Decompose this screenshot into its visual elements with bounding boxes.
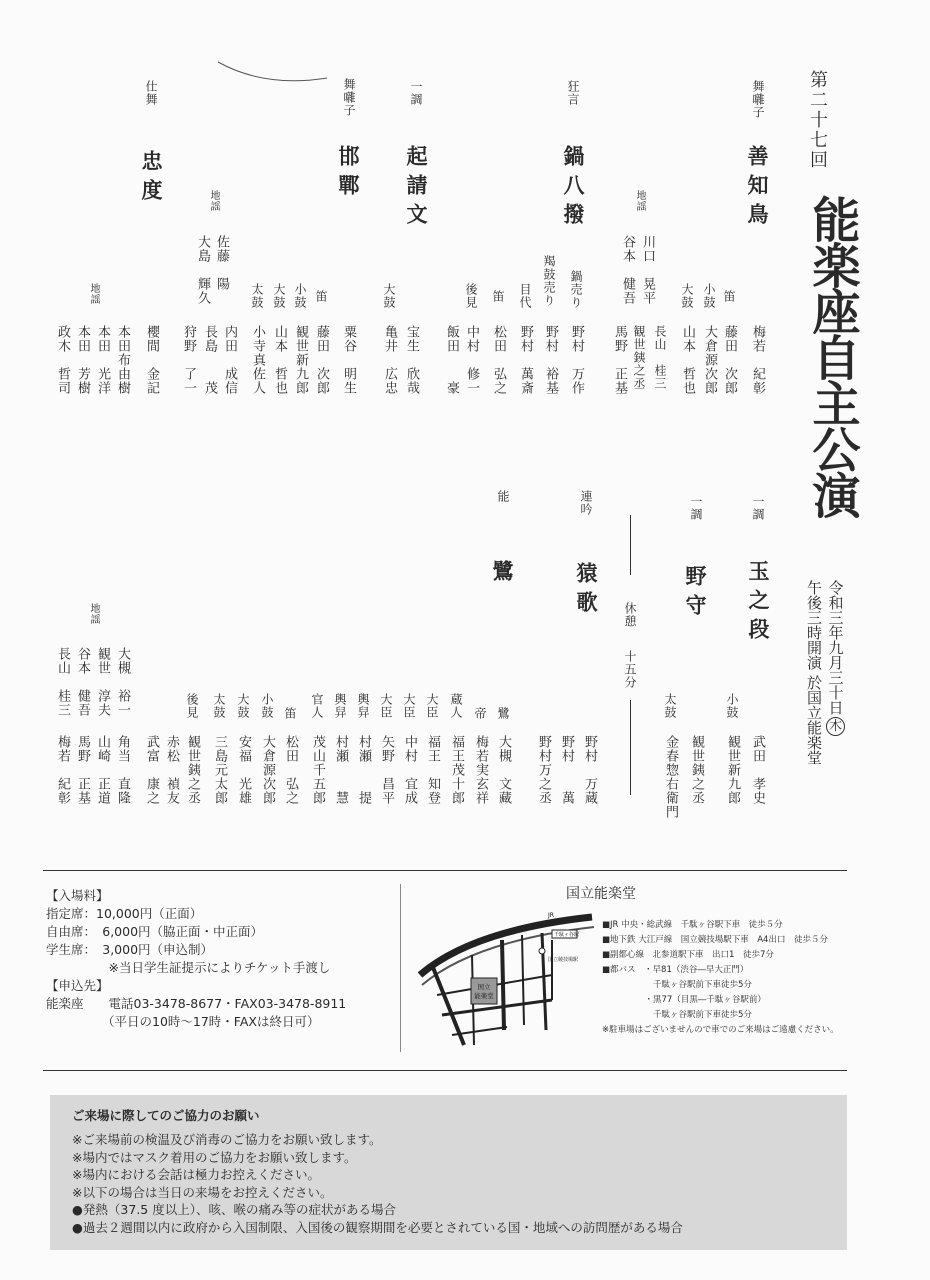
fees-header: 【入場料】 <box>46 888 109 903</box>
access-line: ■地下鉄 大江戸線 国立競技場駅下車 A4出口 徒歩５分 <box>602 935 828 945</box>
cast-name: 山崎 正道 <box>95 735 110 805</box>
cast-name: 大倉源次郎 <box>260 735 275 805</box>
map-jr-label: JR <box>548 912 554 919</box>
cast-name: 矢野 昌平 <box>379 735 394 805</box>
access-info <box>602 918 839 1038</box>
yashima-title: 野守 <box>683 565 708 623</box>
notice-line: ※場内ではマスク着用のご協力をお願い致します。 <box>72 1149 357 1165</box>
nabe-title: 鍋八撥 <box>561 145 586 232</box>
cast-name: 野村 萬 <box>559 735 574 805</box>
cast-name: 山本 哲也 <box>680 325 695 395</box>
cast-name: 長山 桂三 <box>653 325 667 390</box>
cast-name: 狩野 了一 <box>181 325 196 395</box>
notice-line: ※場内における会話は極力お控えください。 <box>72 1167 320 1182</box>
role-label: 大臣 <box>402 693 416 719</box>
tadanori-title: 忠度 <box>139 150 164 208</box>
access-map <box>412 905 602 1055</box>
chorus-label: 地謡 <box>88 283 99 305</box>
cast-name: 観世 淳夫 <box>95 647 110 717</box>
role-label: 太鼓 <box>250 283 264 309</box>
cast-name: 野村 万蔵 <box>582 735 597 805</box>
role-label: 蔵人 <box>449 693 463 719</box>
cast-name: 野村 萬斎 <box>518 325 533 395</box>
day-of-week-badge: 木 <box>826 717 845 736</box>
zenchi-title: 善知鳥 <box>745 145 770 232</box>
cast-name: 角当 直隆 <box>115 735 130 805</box>
notice-line: ※以下の場合は当日の来場をお控えください。 <box>72 1184 333 1200</box>
cast-name: 観世銕之丞 <box>185 735 200 805</box>
cast-name: 馬野 正基 <box>612 325 627 395</box>
map-building-label: 国立 <box>477 983 491 991</box>
sarumaru-genre: 連吟 <box>579 490 593 516</box>
cast-name: 武富 康之 <box>144 735 159 805</box>
cast-name: 川口 晃平 <box>640 235 655 305</box>
access-line: 千駄ヶ谷駅前下車徒歩5分 <box>602 980 752 990</box>
role-label: 後見 <box>185 693 199 719</box>
cast-name: 粟谷 明生 <box>341 325 356 395</box>
cast-name: 村瀬 慧 <box>333 735 348 805</box>
role-label: 小鼓 <box>725 693 739 719</box>
chorus-label: 地謡 <box>634 190 645 212</box>
notice-box <box>50 1095 847 1250</box>
cast-name: 梅若 紀彰 <box>55 735 70 805</box>
role-label: 小鼓 <box>293 283 307 309</box>
divider <box>43 1070 847 1071</box>
cast-name: 野村 万作 <box>569 325 584 395</box>
cast-name: 藤田 次郎 <box>314 325 329 395</box>
cast-name: 谷本 健吾 <box>75 647 90 717</box>
contact-hours: （平日の10時〜17時・FAXは終日可） <box>102 1014 320 1029</box>
cast-name: 観世銕之丞 <box>689 735 704 805</box>
role-label: 鷺 <box>496 707 510 720</box>
cast-name: 亀井 広忠 <box>382 325 397 395</box>
access-line: ■都バス ・早81（渋谷―早大正門） <box>602 965 749 975</box>
cast-name: 中村 宜成 <box>402 735 417 805</box>
access-line: ・黒77（目黒―千駄ヶ谷駅前） <box>602 995 766 1005</box>
cast-name: 大島 輝久 <box>195 235 210 305</box>
event-date: 令和三年九月三十日木 <box>826 580 845 734</box>
map-station-label: 千駄ヶ谷駅 <box>554 932 580 938</box>
fee-line: ※当日学生証提示によりチケット手渡し <box>46 960 331 975</box>
role-label: 大鼓 <box>680 283 694 309</box>
time-venue: 午後三時開演 於国立能楽堂 <box>805 580 823 765</box>
chorus-label: 地謡 <box>88 603 99 625</box>
cast-name: 政木 哲司 <box>55 325 70 395</box>
divider <box>630 700 631 795</box>
cast-name: 三島元太郎 <box>212 735 227 805</box>
kishomon-genre: 一調 <box>409 80 423 106</box>
role-label: 笛 <box>722 290 736 303</box>
cast-name: 藤田 次郎 <box>722 325 737 395</box>
cast-name: 馬野 正基 <box>75 735 90 805</box>
cast-name: 長島 茂 <box>202 325 217 395</box>
notice-line: ●発熱（37.5 度以上）、咳、喉の痛み等の症状がある場合 <box>72 1202 396 1217</box>
role-label: 帝 <box>473 707 487 720</box>
cast-name: 野村万之丞 <box>536 735 551 805</box>
pen-mark <box>215 58 335 88</box>
sarumaru-title: 猿歌 <box>574 562 599 620</box>
chorus-label: 地謡 <box>208 190 219 212</box>
role-label: 太鼓 <box>663 693 677 719</box>
contact-line: 能楽座 電話03-3478-8677・FAX03-3478-8911 <box>46 996 347 1011</box>
map-subway-label: 国立競技場駅 <box>548 957 579 963</box>
tamanodan-title: 玉之段 <box>746 560 771 647</box>
role-label: 笛 <box>283 707 297 720</box>
cast-name: 赤松 禎友 <box>164 735 179 805</box>
zenchi-genre: 舞囃子 <box>751 80 765 119</box>
sagi-genre: 能 <box>496 490 510 503</box>
cast-name: 安福 光雄 <box>236 735 251 805</box>
role-label: 大鼓 <box>272 283 286 309</box>
cast-name: 福王茂十郎 <box>449 735 464 805</box>
cast-name: 内田 成信 <box>222 325 237 395</box>
cast-name: 谷本 健吾 <box>620 235 635 305</box>
cast-name: 松田 弘之 <box>491 325 506 395</box>
cast-name: 梅若 紀彰 <box>750 325 765 395</box>
role-label: 大臣 <box>425 693 439 719</box>
role-label: 笛 <box>491 290 505 303</box>
divider <box>630 515 631 575</box>
cast-name: 観世新九郎 <box>725 735 740 805</box>
cast-name: 観世新九郎 <box>293 325 308 395</box>
kantan-title: 邯鄲 <box>336 145 361 203</box>
role-label: 後見 <box>464 283 478 309</box>
notice-line: ※ご来場前の検温及び消毒のご協力をお願い致します。 <box>72 1132 382 1147</box>
role-label: 小鼓 <box>260 693 274 719</box>
role-label: 小鼓 <box>702 283 716 309</box>
yashima-genre: 一調 <box>689 495 703 521</box>
cast-name: 飯田 豪 <box>444 325 459 395</box>
notice-title: ご来場に際してのご協力のお願い <box>72 1108 260 1123</box>
role-label: 太鼓 <box>212 693 226 719</box>
svg-text:能楽堂: 能楽堂 <box>474 992 494 1000</box>
cast-name: 金春惣右衛門 <box>663 735 678 819</box>
access-line: ■JR 中央・総武線 千駄ヶ谷駅下車 徒歩５分 <box>602 920 783 930</box>
page-title: 能楽座自主公演 <box>804 195 860 517</box>
role-label: 大鼓 <box>236 693 250 719</box>
cast-name: 武田 孝史 <box>750 735 765 805</box>
tamanodan-genre: 一調 <box>751 495 765 521</box>
cast-name: 村瀬 提 <box>356 735 371 805</box>
role-label: 羯鼓売り <box>542 255 556 307</box>
fee-line: 指定席：10,000円（正面） <box>46 906 203 921</box>
divider <box>43 870 847 871</box>
cast-name: 宝生 欣哉 <box>404 325 419 395</box>
cast-name: 山本 哲也 <box>272 325 287 395</box>
cast-name: 大倉源次郎 <box>702 325 717 395</box>
role-label: 輿舁 <box>356 693 370 719</box>
kantan-genre: 舞囃子 <box>342 78 356 117</box>
cast-name: 小寺真佐人 <box>250 325 265 395</box>
cast-name: 本田布由樹 <box>115 325 130 395</box>
sagi-title: 鷺 <box>490 560 515 589</box>
role-label: 笛 <box>314 290 328 303</box>
cast-name: 中村 修一 <box>464 325 479 395</box>
contact-header: 【申込先】 <box>46 978 109 993</box>
cast-name: 大槻 裕一 <box>115 647 130 717</box>
fee-line: 自由席： 6,000円（脇正面・中正面） <box>46 924 264 939</box>
venue-name: 国立能楽堂 <box>566 886 636 902</box>
cast-name: 観世銕之丞 <box>632 325 646 390</box>
access-line: 千駄ヶ谷駅前下車徒歩5分 <box>602 1010 752 1020</box>
nabe-genre: 狂言 <box>566 80 580 106</box>
fee-line: 学生席： 3,000円（申込制） <box>46 942 214 957</box>
parking-note: ※駐車場はございませんので車でのご来場はご遠慮ください。 <box>602 1025 839 1035</box>
role-label: 鍋売り <box>569 270 583 309</box>
cast-name: 大槻 文藏 <box>496 735 511 805</box>
role-label: 大臣 <box>379 693 393 719</box>
cast-name: 野村 裕基 <box>543 325 558 395</box>
kishomon-title: 起請文 <box>404 145 429 232</box>
fees-section <box>46 887 346 1031</box>
access-line: ■副都心線 北参道駅下車 出口1 徒歩7分 <box>602 950 774 960</box>
cast-name: 茂山千五郎 <box>310 735 325 805</box>
series-number: 第二十七回 <box>807 70 828 170</box>
cast-name: 松田 弘之 <box>283 735 298 805</box>
role-label: 目代 <box>518 283 532 309</box>
intermission-label: 休憩 <box>623 602 637 628</box>
cast-name: 櫻間 金記 <box>144 325 159 395</box>
intermission-duration: 十五分 <box>623 650 637 689</box>
role-label: 輿舁 <box>333 693 347 719</box>
cast-name: 梅若実玄祥 <box>473 735 488 805</box>
cast-name: 本田 光洋 <box>95 325 110 395</box>
cast-name: 佐藤 陽 <box>214 235 229 291</box>
cast-name: 福王 知登 <box>425 735 440 805</box>
cast-name: 本田 芳樹 <box>75 325 90 395</box>
notice-lines <box>72 1131 683 1236</box>
divider <box>400 884 401 1052</box>
notice-line: ●過去２週間以内に政府から入国制限、入国後の観察期間を必要とされている国・地域への訪問歴がある場合 <box>72 1219 683 1235</box>
cast-name: 長山 桂三 <box>55 647 70 717</box>
tadanori-genre: 仕舞 <box>144 80 158 106</box>
role-label: 官人 <box>310 693 324 719</box>
role-label: 大鼓 <box>382 283 396 309</box>
